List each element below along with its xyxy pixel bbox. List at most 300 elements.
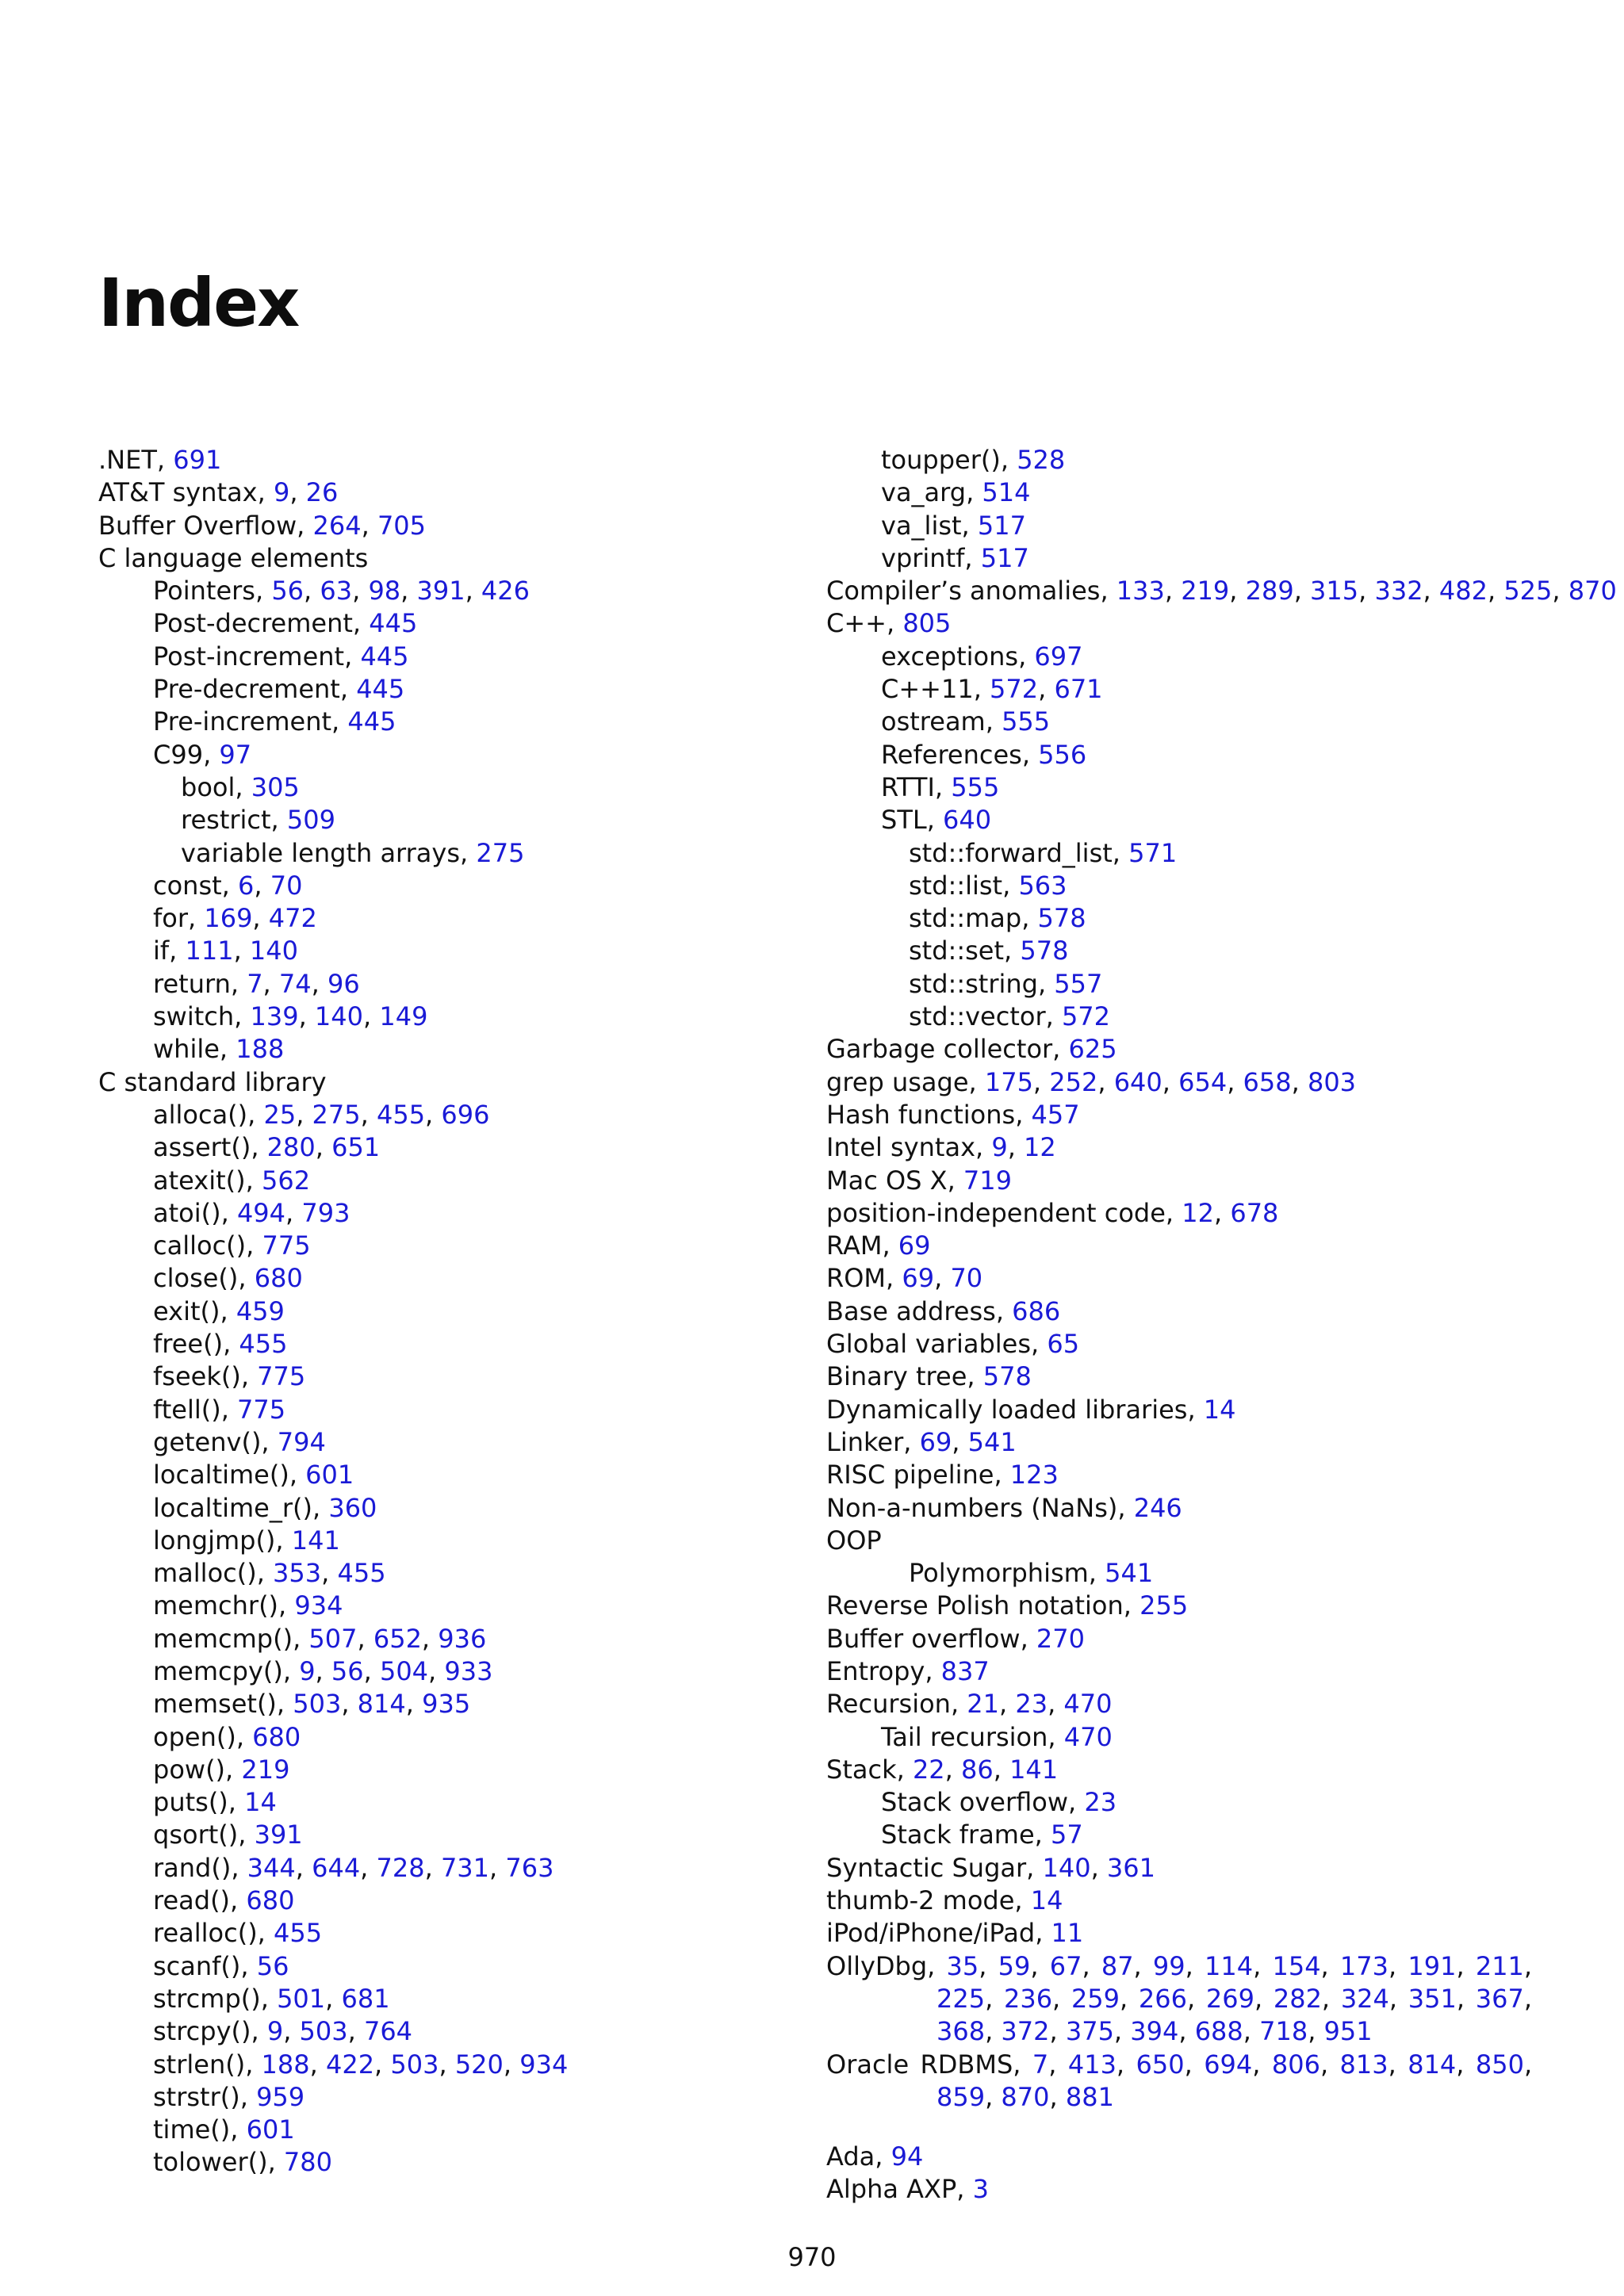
index-entry-scanf bbox=[98, 1950, 796, 1983]
page-link[interactable]: 688 bbox=[1194, 2016, 1243, 2047]
page-link[interactable]: 775 bbox=[237, 1394, 286, 1425]
separator: , bbox=[315, 1132, 332, 1163]
index-term: Binary tree bbox=[826, 1361, 967, 1392]
index-term: Buffer Overflow bbox=[98, 510, 297, 541]
index-entry-memset bbox=[98, 1688, 796, 1720]
page-link[interactable]: 731 bbox=[440, 1852, 490, 1883]
page-link[interactable]: 367 bbox=[1475, 1983, 1524, 2014]
index-term: getenv() bbox=[153, 1426, 262, 1457]
page-link[interactable]: 169 bbox=[204, 903, 253, 934]
page-link[interactable]: 282 bbox=[1273, 1983, 1322, 2014]
page-link[interactable]: 780 bbox=[283, 2147, 332, 2178]
index-entry-polymorphism bbox=[826, 1557, 1532, 1590]
page-link[interactable]: 525 bbox=[1503, 576, 1553, 607]
page-link[interactable]: 6 bbox=[238, 870, 255, 901]
page-link[interactable]: 351 bbox=[1408, 1983, 1457, 2014]
index-term: position-independent code bbox=[826, 1197, 1166, 1228]
page-link[interactable]: 459 bbox=[236, 1295, 285, 1326]
page-link[interactable]: 56 bbox=[271, 576, 304, 607]
page-link[interactable]: 426 bbox=[481, 576, 530, 607]
page-link[interactable]: 11 bbox=[1051, 1918, 1084, 1949]
separator: , bbox=[1090, 1852, 1107, 1883]
page-link[interactable]: 578 bbox=[1037, 903, 1086, 934]
index-entry-pow bbox=[98, 1754, 796, 1786]
page-link[interactable]: 111 bbox=[185, 936, 234, 966]
separator: , bbox=[297, 510, 313, 541]
page-link[interactable]: 154 bbox=[1272, 1950, 1321, 1981]
page-link[interactable]: 455 bbox=[337, 1558, 386, 1589]
page-link[interactable]: 640 bbox=[1113, 1066, 1162, 1097]
page-link[interactable]: 219 bbox=[241, 1754, 290, 1785]
separator: , bbox=[1049, 2081, 1066, 2112]
page-link[interactable]: 375 bbox=[1065, 2016, 1114, 2047]
index-term: va_list bbox=[881, 510, 962, 541]
page-link[interactable]: 344 bbox=[247, 1852, 296, 1883]
index-spacer bbox=[826, 2114, 1532, 2141]
page-link[interactable]: 255 bbox=[1139, 1590, 1189, 1621]
page-link[interactable]: 470 bbox=[1063, 1721, 1113, 1752]
page-link[interactable]: 601 bbox=[246, 2114, 295, 2145]
page-link[interactable]: 806 bbox=[1271, 2049, 1320, 2080]
index-entry-puts bbox=[98, 1786, 796, 1819]
separator: , bbox=[341, 1689, 358, 1720]
page-link[interactable]: 324 bbox=[1340, 1983, 1389, 2014]
separator: , bbox=[203, 739, 220, 770]
index-entry-free bbox=[98, 1328, 796, 1360]
page-link[interactable]: 719 bbox=[963, 1165, 1012, 1196]
separator: , bbox=[993, 1754, 1010, 1785]
index-term: fseek() bbox=[153, 1361, 241, 1392]
page-link[interactable]: 541 bbox=[967, 1426, 1017, 1457]
index-term: va_arg bbox=[881, 477, 967, 508]
page-link[interactable]: 188 bbox=[236, 1034, 285, 1065]
page-link[interactable]: 803 bbox=[1307, 1066, 1357, 1097]
page-link[interactable]: 332 bbox=[1374, 576, 1423, 607]
separator: , bbox=[1026, 1852, 1043, 1883]
index-term: C99 bbox=[153, 739, 204, 770]
index-entry-ram bbox=[826, 1230, 1532, 1262]
page-link[interactable]: 141 bbox=[291, 1525, 340, 1556]
page-link[interactable]: 21 bbox=[967, 1689, 999, 1720]
page-link[interactable]: 97 bbox=[219, 739, 252, 770]
page-link[interactable]: 557 bbox=[1054, 968, 1103, 999]
page-link[interactable]: 572 bbox=[1061, 1001, 1111, 1032]
separator: , bbox=[1031, 1329, 1048, 1360]
page-link[interactable]: 140 bbox=[1042, 1852, 1091, 1883]
page-link[interactable]: 7 bbox=[1032, 2049, 1049, 2080]
separator: , bbox=[255, 576, 272, 607]
page-link[interactable]: 509 bbox=[286, 805, 335, 836]
index-term: OOP bbox=[826, 1525, 882, 1556]
page-link[interactable]: 22 bbox=[912, 1754, 945, 1785]
index-term: std::string bbox=[909, 968, 1038, 999]
page-link[interactable]: 259 bbox=[1071, 1983, 1120, 2014]
page-link[interactable]: 56 bbox=[256, 1950, 289, 1981]
separator: , bbox=[220, 1394, 238, 1425]
page-link[interactable]: 445 bbox=[356, 674, 405, 705]
page-link[interactable]: 9 bbox=[266, 2016, 284, 2047]
page-link[interactable]: 578 bbox=[1020, 936, 1069, 966]
page-link[interactable]: 305 bbox=[251, 771, 300, 802]
index-term: Recursion bbox=[826, 1689, 951, 1720]
page-link[interactable]: 12 bbox=[1024, 1132, 1056, 1163]
index-entry-strlen bbox=[98, 2049, 796, 2081]
page-link[interactable]: 23 bbox=[1015, 1689, 1048, 1720]
page-link[interactable]: 870 bbox=[1001, 2081, 1050, 2112]
index-entry-exceptions bbox=[826, 641, 1532, 673]
page-link[interactable]: 601 bbox=[305, 1460, 354, 1490]
page-link[interactable]: 859 bbox=[936, 2081, 986, 2112]
page-link[interactable]: 360 bbox=[328, 1492, 377, 1523]
separator: , bbox=[331, 706, 348, 737]
page-link[interactable]: 933 bbox=[444, 1655, 493, 1686]
index-term: memcmp() bbox=[153, 1623, 293, 1654]
page-link[interactable]: 353 bbox=[273, 1558, 322, 1589]
page-link[interactable]: 413 bbox=[1067, 2049, 1116, 2080]
page-link[interactable]: 9 bbox=[273, 477, 290, 508]
index-term: tolower() bbox=[153, 2147, 268, 2178]
page-link[interactable]: 391 bbox=[416, 576, 465, 607]
separator: , bbox=[361, 510, 377, 541]
page-link[interactable]: 935 bbox=[422, 1689, 471, 1720]
page-link[interactable]: 26 bbox=[305, 477, 339, 508]
page-link[interactable]: 455 bbox=[376, 1099, 426, 1130]
separator: , bbox=[1015, 1099, 1032, 1130]
page-link[interactable]: 63 bbox=[320, 576, 353, 607]
page-link[interactable]: 457 bbox=[1031, 1099, 1080, 1130]
index-term: ROM bbox=[826, 1263, 887, 1294]
index-term: Non-a-numbers (NaNs) bbox=[826, 1492, 1118, 1523]
page-link[interactable]: 562 bbox=[261, 1165, 311, 1196]
index-entry-assert bbox=[98, 1131, 796, 1164]
page-link[interactable]: 680 bbox=[246, 1885, 295, 1916]
page-link[interactable]: 173 bbox=[1339, 1950, 1388, 1981]
page-link[interactable]: 651 bbox=[331, 1132, 381, 1163]
page-link[interactable]: 494 bbox=[236, 1197, 286, 1228]
separator: , bbox=[956, 2174, 973, 2205]
separator: , bbox=[1037, 968, 1055, 999]
page-link[interactable]: 503 bbox=[293, 1689, 342, 1720]
page-link[interactable]: 149 bbox=[379, 1001, 428, 1032]
page-link[interactable]: 555 bbox=[1002, 706, 1051, 737]
separator: , bbox=[219, 1034, 236, 1065]
page-link[interactable]: 191 bbox=[1408, 1950, 1457, 1981]
page-link[interactable]: 264 bbox=[312, 510, 362, 541]
page-link[interactable]: 681 bbox=[341, 1983, 390, 2014]
page-link[interactable]: 563 bbox=[1018, 870, 1067, 901]
index-term: variable length arrays bbox=[181, 837, 461, 868]
page-link[interactable]: 123 bbox=[1009, 1460, 1059, 1490]
page-link[interactable]: 482 bbox=[1438, 576, 1488, 607]
index-entry-std-forward-list bbox=[826, 837, 1532, 870]
index-term: switch bbox=[153, 1001, 235, 1032]
separator: , bbox=[1038, 674, 1055, 705]
page-link[interactable]: 236 bbox=[1003, 1983, 1053, 2014]
index-entry-compiler-s-anomalies bbox=[826, 575, 1617, 607]
page-link[interactable]: 571 bbox=[1128, 837, 1178, 868]
index-term: Post-increment bbox=[153, 641, 345, 672]
separator: , bbox=[321, 1558, 338, 1589]
page-link[interactable]: 805 bbox=[902, 608, 952, 639]
page-link[interactable]: 813 bbox=[1339, 2049, 1388, 2080]
page-link[interactable]: 934 bbox=[294, 1590, 343, 1621]
page-link[interactable]: 266 bbox=[1138, 1983, 1187, 2014]
page-link[interactable]: 141 bbox=[1009, 1754, 1059, 1785]
separator: , bbox=[503, 2049, 520, 2080]
page-link[interactable]: 252 bbox=[1049, 1066, 1098, 1097]
separator: , bbox=[1032, 1066, 1050, 1097]
separator: , bbox=[363, 1001, 380, 1032]
separator: , bbox=[235, 771, 251, 802]
page-link[interactable]: 25 bbox=[263, 1099, 297, 1130]
page-link[interactable]: 270 bbox=[1036, 1623, 1085, 1654]
page-link[interactable]: 14 bbox=[1203, 1394, 1236, 1425]
index-term: C++ bbox=[826, 608, 887, 639]
page-link[interactable]: 445 bbox=[347, 706, 396, 737]
page-link[interactable]: 837 bbox=[940, 1655, 990, 1686]
index-entry-rand bbox=[98, 1852, 796, 1885]
separator: , bbox=[975, 1132, 992, 1163]
page-link[interactable]: 368 bbox=[936, 2016, 986, 2047]
page-link[interactable]: 56 bbox=[331, 1655, 364, 1686]
page-link[interactable]: 225 bbox=[936, 1983, 986, 2014]
page-link[interactable]: 644 bbox=[312, 1852, 361, 1883]
page-link[interactable]: 658 bbox=[1243, 1066, 1292, 1097]
separator: , bbox=[240, 1950, 257, 1981]
index-term: grep usage bbox=[826, 1066, 969, 1097]
page-link[interactable]: 211 bbox=[1475, 1950, 1524, 1981]
page-link[interactable]: 57 bbox=[1051, 1820, 1083, 1850]
page-link[interactable]: 686 bbox=[1012, 1295, 1061, 1326]
separator: , bbox=[1164, 576, 1182, 607]
index-term: bool bbox=[181, 771, 236, 802]
page-link[interactable]: 98 bbox=[368, 576, 401, 607]
page-link[interactable]: 23 bbox=[1084, 1787, 1117, 1818]
page-link[interactable]: 188 bbox=[261, 2049, 310, 2080]
index-entry-qsort bbox=[98, 1819, 796, 1851]
separator: , bbox=[439, 2049, 455, 2080]
page-link[interactable]: 269 bbox=[1205, 1983, 1254, 2014]
page-link[interactable]: 59 bbox=[998, 1950, 1031, 1981]
page-link[interactable]: 718 bbox=[1259, 2016, 1308, 2047]
index-term: Global variables bbox=[826, 1329, 1032, 1360]
page-link[interactable]: 275 bbox=[312, 1099, 361, 1130]
page-link[interactable]: 694 bbox=[1204, 2049, 1253, 2080]
separator: , bbox=[228, 1787, 245, 1818]
separator: , bbox=[1253, 1950, 1273, 1981]
page-link[interactable]: 455 bbox=[239, 1329, 288, 1360]
page-link[interactable]: 246 bbox=[1133, 1492, 1182, 1523]
page-link[interactable]: 361 bbox=[1106, 1852, 1155, 1883]
index-term: toupper() bbox=[881, 445, 1001, 475]
page-link[interactable]: 140 bbox=[249, 936, 298, 966]
page-link[interactable]: 680 bbox=[254, 1263, 303, 1294]
separator: , bbox=[225, 1754, 242, 1785]
separator: , bbox=[1100, 576, 1116, 607]
separator: , bbox=[344, 641, 361, 672]
page-link[interactable]: 680 bbox=[252, 1721, 301, 1752]
page-link[interactable]: 139 bbox=[250, 1001, 299, 1032]
separator: , bbox=[1254, 1983, 1274, 2014]
page-link[interactable]: 517 bbox=[980, 542, 1029, 573]
page-link[interactable]: 654 bbox=[1178, 1066, 1228, 1097]
page-link[interactable]: 12 bbox=[1182, 1197, 1214, 1228]
page-link[interactable]: 9 bbox=[299, 1655, 316, 1686]
page-link[interactable]: 936 bbox=[438, 1623, 487, 1654]
separator: , bbox=[947, 1165, 963, 1196]
index-term: malloc() bbox=[153, 1558, 257, 1589]
separator: , bbox=[309, 2049, 326, 2080]
index-term: read() bbox=[153, 1885, 231, 1916]
page-link[interactable]: 555 bbox=[951, 771, 1000, 802]
page-link[interactable]: 133 bbox=[1116, 576, 1165, 607]
page-link[interactable]: 763 bbox=[505, 1852, 554, 1883]
page-link[interactable]: 280 bbox=[266, 1132, 316, 1163]
page-link[interactable]: 696 bbox=[441, 1099, 490, 1130]
page-link[interactable]: 65 bbox=[1047, 1329, 1080, 1360]
page-link[interactable]: 705 bbox=[377, 510, 427, 541]
page-link[interactable]: 422 bbox=[325, 2049, 375, 2080]
page-link[interactable]: 514 bbox=[982, 477, 1031, 508]
separator: , bbox=[1165, 1197, 1182, 1228]
separator: , bbox=[994, 1460, 1010, 1490]
separator: , bbox=[934, 1263, 951, 1294]
page-link[interactable]: 528 bbox=[1017, 445, 1066, 475]
separator: , bbox=[1229, 576, 1246, 607]
page-link[interactable]: 764 bbox=[363, 2016, 413, 2047]
page-link[interactable]: 69 bbox=[898, 1230, 931, 1261]
page-link[interactable]: 691 bbox=[173, 445, 222, 475]
separator: , bbox=[1162, 1066, 1179, 1097]
page-link[interactable]: 3 bbox=[972, 2174, 989, 2205]
page-link[interactable]: 9 bbox=[991, 1132, 1008, 1163]
page-link[interactable]: 697 bbox=[1034, 641, 1083, 672]
separator: , bbox=[1133, 1950, 1153, 1981]
page-link[interactable]: 951 bbox=[1323, 2016, 1373, 2047]
separator: , bbox=[1113, 2016, 1131, 2047]
separator: , bbox=[363, 1655, 380, 1686]
separator: , bbox=[1321, 1983, 1341, 2014]
page-link[interactable]: 850 bbox=[1475, 2049, 1524, 2080]
page-link[interactable]: 70 bbox=[270, 870, 303, 901]
page-link[interactable]: 934 bbox=[519, 2049, 569, 2080]
index-term: Buffer overflow bbox=[826, 1623, 1021, 1654]
separator: , bbox=[352, 576, 369, 607]
page-link[interactable]: 507 bbox=[308, 1623, 358, 1654]
page-link[interactable]: 881 bbox=[1065, 2081, 1114, 2112]
separator: , bbox=[1035, 1918, 1051, 1949]
page-link[interactable]: 814 bbox=[357, 1689, 406, 1720]
index-entry-std-set bbox=[826, 935, 1532, 967]
page-link[interactable]: 74 bbox=[278, 968, 312, 999]
separator: , bbox=[400, 576, 417, 607]
page-link[interactable]: 14 bbox=[1030, 1885, 1063, 1916]
page-link[interactable]: 650 bbox=[1136, 2049, 1185, 2080]
page-link[interactable]: 814 bbox=[1408, 2049, 1457, 2080]
page-link[interactable]: 501 bbox=[277, 1983, 326, 2014]
page-link[interactable]: 517 bbox=[977, 510, 1026, 541]
page-link[interactable]: 775 bbox=[262, 1230, 311, 1261]
page-link[interactable]: 671 bbox=[1054, 674, 1103, 705]
page-link[interactable]: 14 bbox=[244, 1787, 277, 1818]
page-link[interactable]: 69 bbox=[919, 1426, 952, 1457]
page-link[interactable]: 578 bbox=[982, 1361, 1032, 1392]
page-link[interactable]: 503 bbox=[299, 2016, 348, 2047]
page-link[interactable]: 96 bbox=[327, 968, 360, 999]
page-link[interactable]: 87 bbox=[1101, 1950, 1134, 1981]
separator: , bbox=[360, 1852, 377, 1883]
index-term: Post-decrement bbox=[153, 608, 353, 639]
page-link[interactable]: 625 bbox=[1068, 1034, 1117, 1065]
page-link[interactable]: 219 bbox=[1181, 576, 1230, 607]
separator: , bbox=[1388, 2049, 1408, 2080]
separator: , bbox=[964, 542, 981, 573]
page-link[interactable]: 775 bbox=[257, 1361, 306, 1392]
page-link[interactable]: 504 bbox=[379, 1655, 429, 1686]
page-link[interactable]: 572 bbox=[990, 674, 1039, 705]
page-link[interactable]: 794 bbox=[277, 1426, 326, 1457]
index-entry-c-standard-library bbox=[98, 1066, 796, 1099]
page-link[interactable]: 315 bbox=[1310, 576, 1359, 607]
page-link[interactable]: 99 bbox=[1152, 1950, 1185, 1981]
index-term: Compiler’s anomalies bbox=[826, 576, 1101, 607]
page-link[interactable]: 652 bbox=[373, 1623, 422, 1654]
index-term: Linker bbox=[826, 1426, 904, 1457]
separator: , bbox=[1048, 2049, 1068, 2080]
page-link[interactable]: 289 bbox=[1245, 576, 1294, 607]
page-link[interactable]: 728 bbox=[376, 1852, 425, 1883]
page-link[interactable]: 470 bbox=[1063, 1689, 1113, 1720]
page-link[interactable]: 70 bbox=[950, 1263, 983, 1294]
page-link[interactable]: 455 bbox=[274, 1918, 323, 1949]
index-entry-getenv bbox=[98, 1426, 796, 1459]
separator: , bbox=[985, 2016, 1002, 2047]
page-link[interactable]: 86 bbox=[961, 1754, 994, 1785]
page-link[interactable]: 67 bbox=[1049, 1950, 1082, 1981]
page-link[interactable]: 175 bbox=[984, 1066, 1033, 1097]
page-link[interactable]: 678 bbox=[1230, 1197, 1279, 1228]
separator: , bbox=[967, 1361, 983, 1392]
page-link[interactable]: 959 bbox=[256, 2081, 305, 2112]
page-link[interactable]: 472 bbox=[268, 903, 317, 934]
index-entry-oracle-rdbms bbox=[826, 2049, 1532, 2114]
page-link[interactable]: 69 bbox=[902, 1263, 935, 1294]
page-link[interactable]: 94 bbox=[891, 2141, 924, 2172]
page-link[interactable]: 35 bbox=[946, 1950, 979, 1981]
index-term: Stack frame bbox=[881, 1820, 1035, 1850]
page-link[interactable]: 556 bbox=[1038, 739, 1087, 770]
page-link[interactable]: 275 bbox=[476, 837, 525, 868]
page-link[interactable]: 520 bbox=[454, 2049, 504, 2080]
page-link[interactable]: 394 bbox=[1130, 2016, 1179, 2047]
page-link[interactable]: 391 bbox=[254, 1820, 303, 1850]
page-link[interactable]: 140 bbox=[314, 1001, 363, 1032]
page-link[interactable]: 793 bbox=[301, 1197, 350, 1228]
page-link[interactable]: 503 bbox=[390, 2049, 439, 2080]
page-link[interactable]: 114 bbox=[1205, 1950, 1254, 1981]
page-link[interactable]: 7 bbox=[247, 968, 263, 999]
index-entry-c99 bbox=[98, 739, 796, 771]
index-entry-dynamically-loaded-libraries bbox=[826, 1394, 1532, 1426]
page-link[interactable]: 445 bbox=[369, 608, 418, 639]
page-link[interactable]: 372 bbox=[1001, 2016, 1050, 2047]
separator: , bbox=[886, 1263, 902, 1294]
page-link[interactable]: 445 bbox=[360, 641, 409, 672]
page-link[interactable]: 640 bbox=[943, 805, 992, 836]
page-link[interactable]: 870 bbox=[1568, 576, 1617, 607]
index-entry-ostream bbox=[826, 706, 1532, 738]
page-link[interactable]: 541 bbox=[1105, 1558, 1154, 1589]
